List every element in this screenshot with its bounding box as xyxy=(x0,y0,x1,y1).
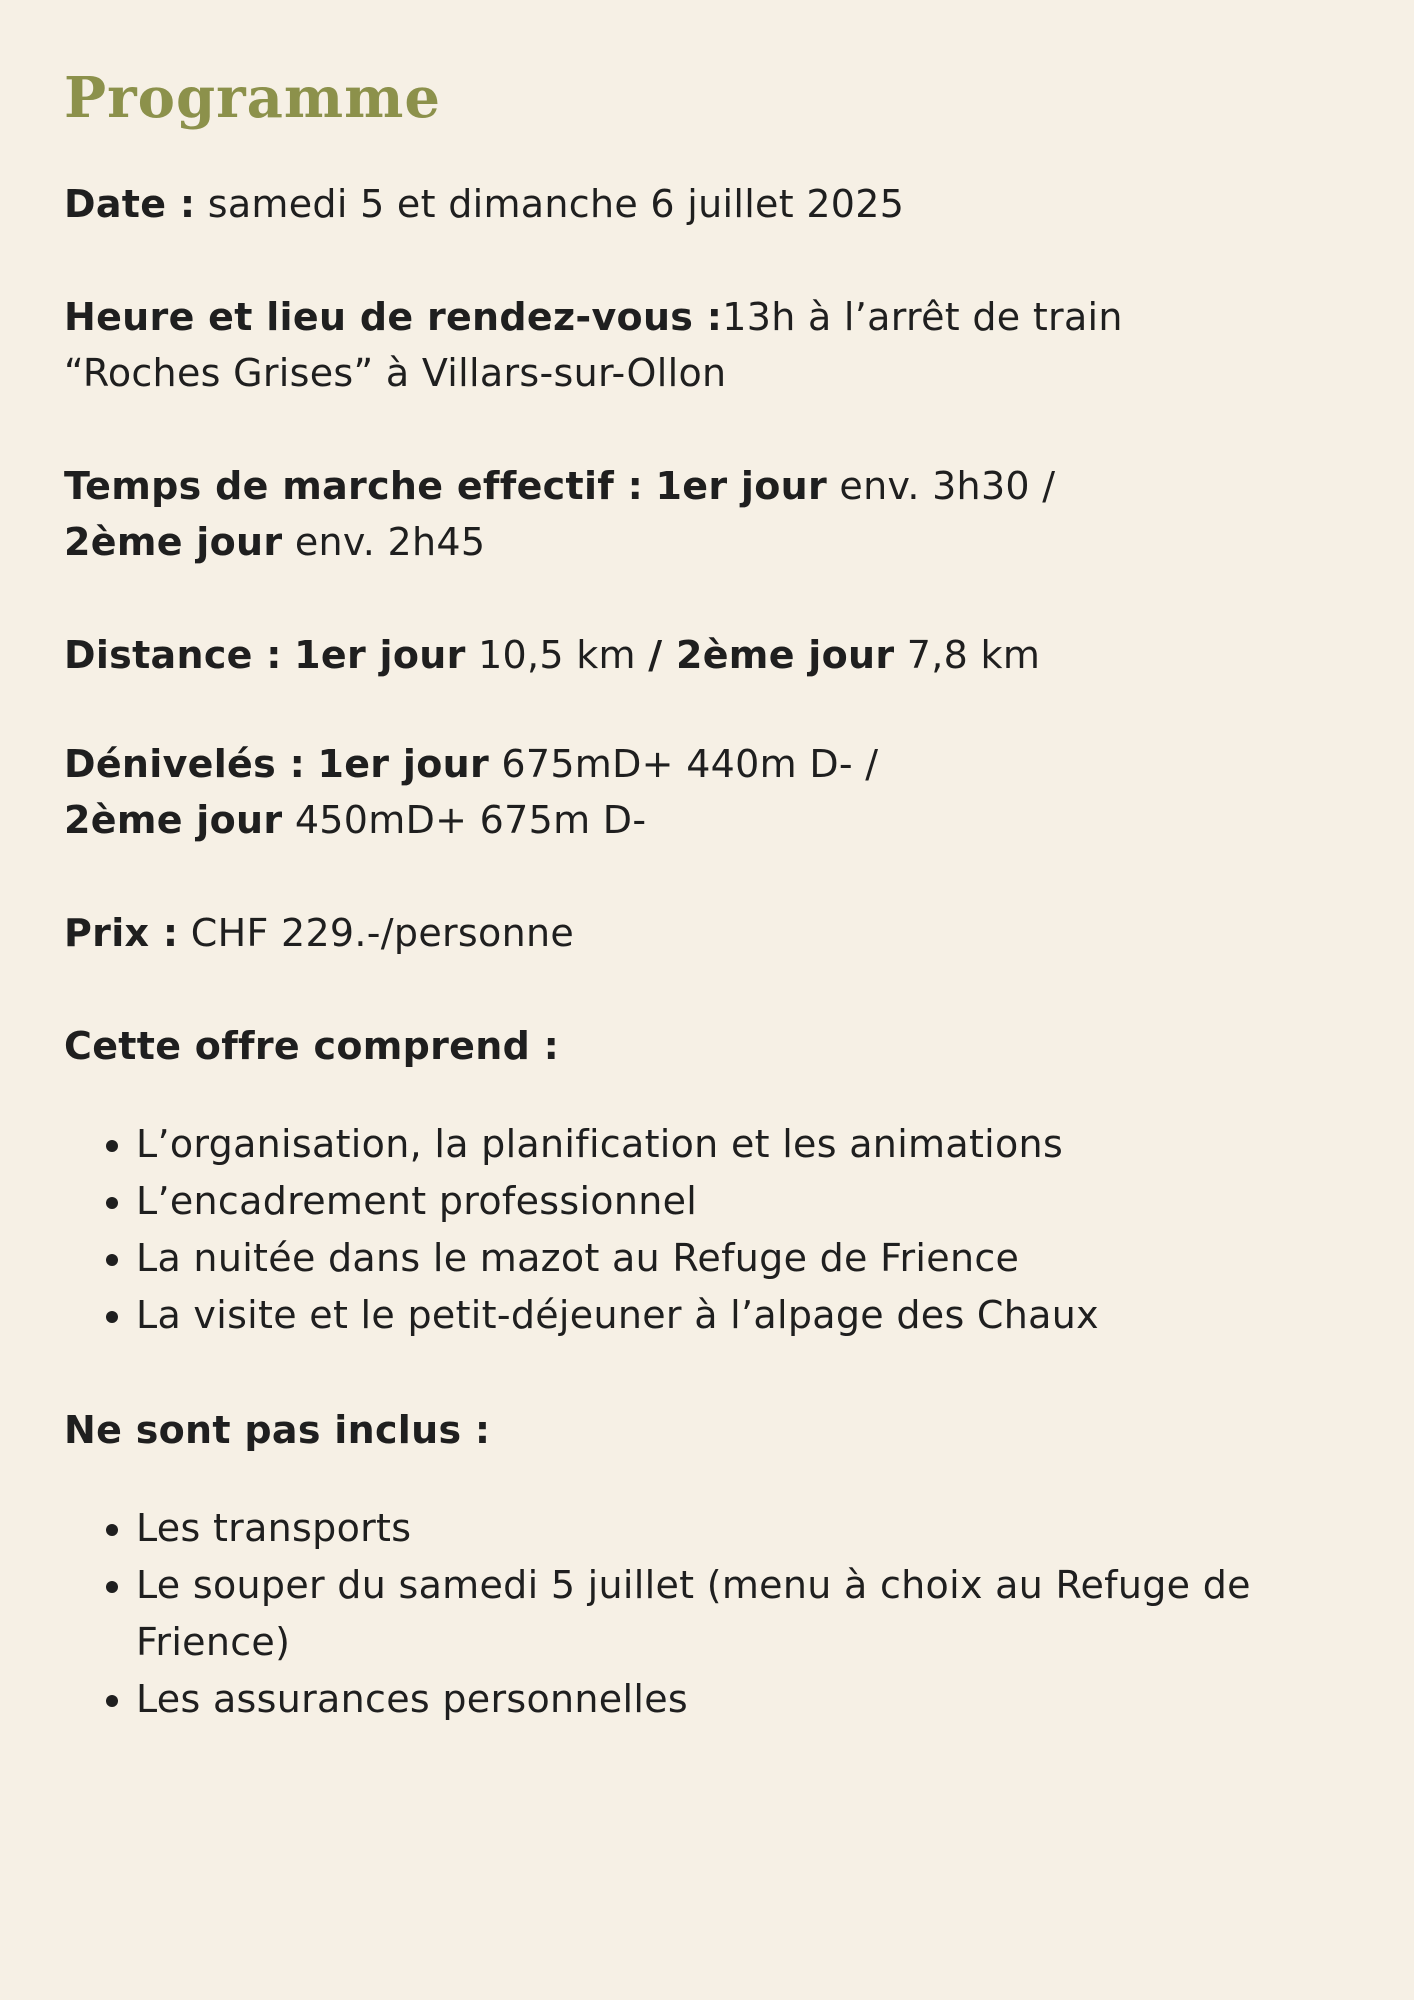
excluded-item: • Les assurances personnelles xyxy=(136,1671,1366,1728)
walking-day-1-label: 1er jour xyxy=(655,464,828,508)
included-item: • La nuitée dans le mazot au Refuge de Frience xyxy=(136,1230,1366,1287)
meeting-time-place: 13h à l’arrêt de train xyxy=(722,295,1123,339)
excluded-list xyxy=(64,1500,1366,1728)
included-item: • L’encadrement professionnel xyxy=(136,1173,1366,1230)
walking-time-section xyxy=(64,458,1354,570)
walking-day-1-value: env. 3h30 / xyxy=(827,464,1056,508)
walking-day-2-value: env. 2h45 xyxy=(282,520,486,564)
price-label: Prix : xyxy=(64,911,179,955)
included-item: • L’organisation, la planification et les animations xyxy=(136,1116,1366,1173)
meeting-location: “Roches Grises” à Villars-sur-Ollon xyxy=(64,351,727,395)
elevation-day-1-label: 1er jour xyxy=(317,742,489,786)
elevation-day-1-value: 675mD+ 440m D- / xyxy=(489,742,879,786)
meeting-label: Heure et lieu de rendez-vous : xyxy=(64,295,723,339)
distance-day-2-label: 2ème jour xyxy=(662,633,895,677)
distance-day-1-label: 1er jour xyxy=(294,633,466,677)
excluded-item: • Le souper du samedi 5 juillet (menu à choix au Refuge de Frience) xyxy=(136,1557,1366,1671)
included-list xyxy=(64,1116,1366,1344)
excluded-item: • Les transports xyxy=(136,1500,1366,1557)
distance-separator: / xyxy=(648,633,663,677)
excluded-heading: Ne sont pas inclus : xyxy=(64,1408,491,1452)
meeting-section xyxy=(64,289,1354,401)
date-value: samedi 5 et dimanche 6 juillet 2025 xyxy=(195,182,905,226)
elevation-day-2-value: 450mD+ 675m D- xyxy=(282,798,647,842)
elevation-label: Dénivelés : xyxy=(64,742,306,786)
date-label: Date : xyxy=(64,182,196,226)
distance-day-1-value: 10,5 km xyxy=(465,633,649,677)
distance-label: Distance : xyxy=(64,633,282,677)
elevation-section xyxy=(64,736,1354,848)
walking-time-label: Temps de marche effectif : xyxy=(64,464,644,508)
date-section xyxy=(64,176,1354,232)
page-title: Programme xyxy=(64,65,442,131)
distance-section xyxy=(64,627,1354,683)
walking-day-2-label: 2ème jour xyxy=(64,520,283,564)
price-value: CHF 229.-/personne xyxy=(178,911,575,955)
included-item: • La visite et le petit-déjeuner à l’alpage des Chaux xyxy=(136,1287,1366,1344)
included-heading: Cette offre comprend : xyxy=(64,1024,560,1068)
price-section xyxy=(64,905,1354,961)
elevation-day-2-label: 2ème jour xyxy=(64,798,283,842)
distance-day-2-value: 7,8 km xyxy=(894,633,1041,677)
